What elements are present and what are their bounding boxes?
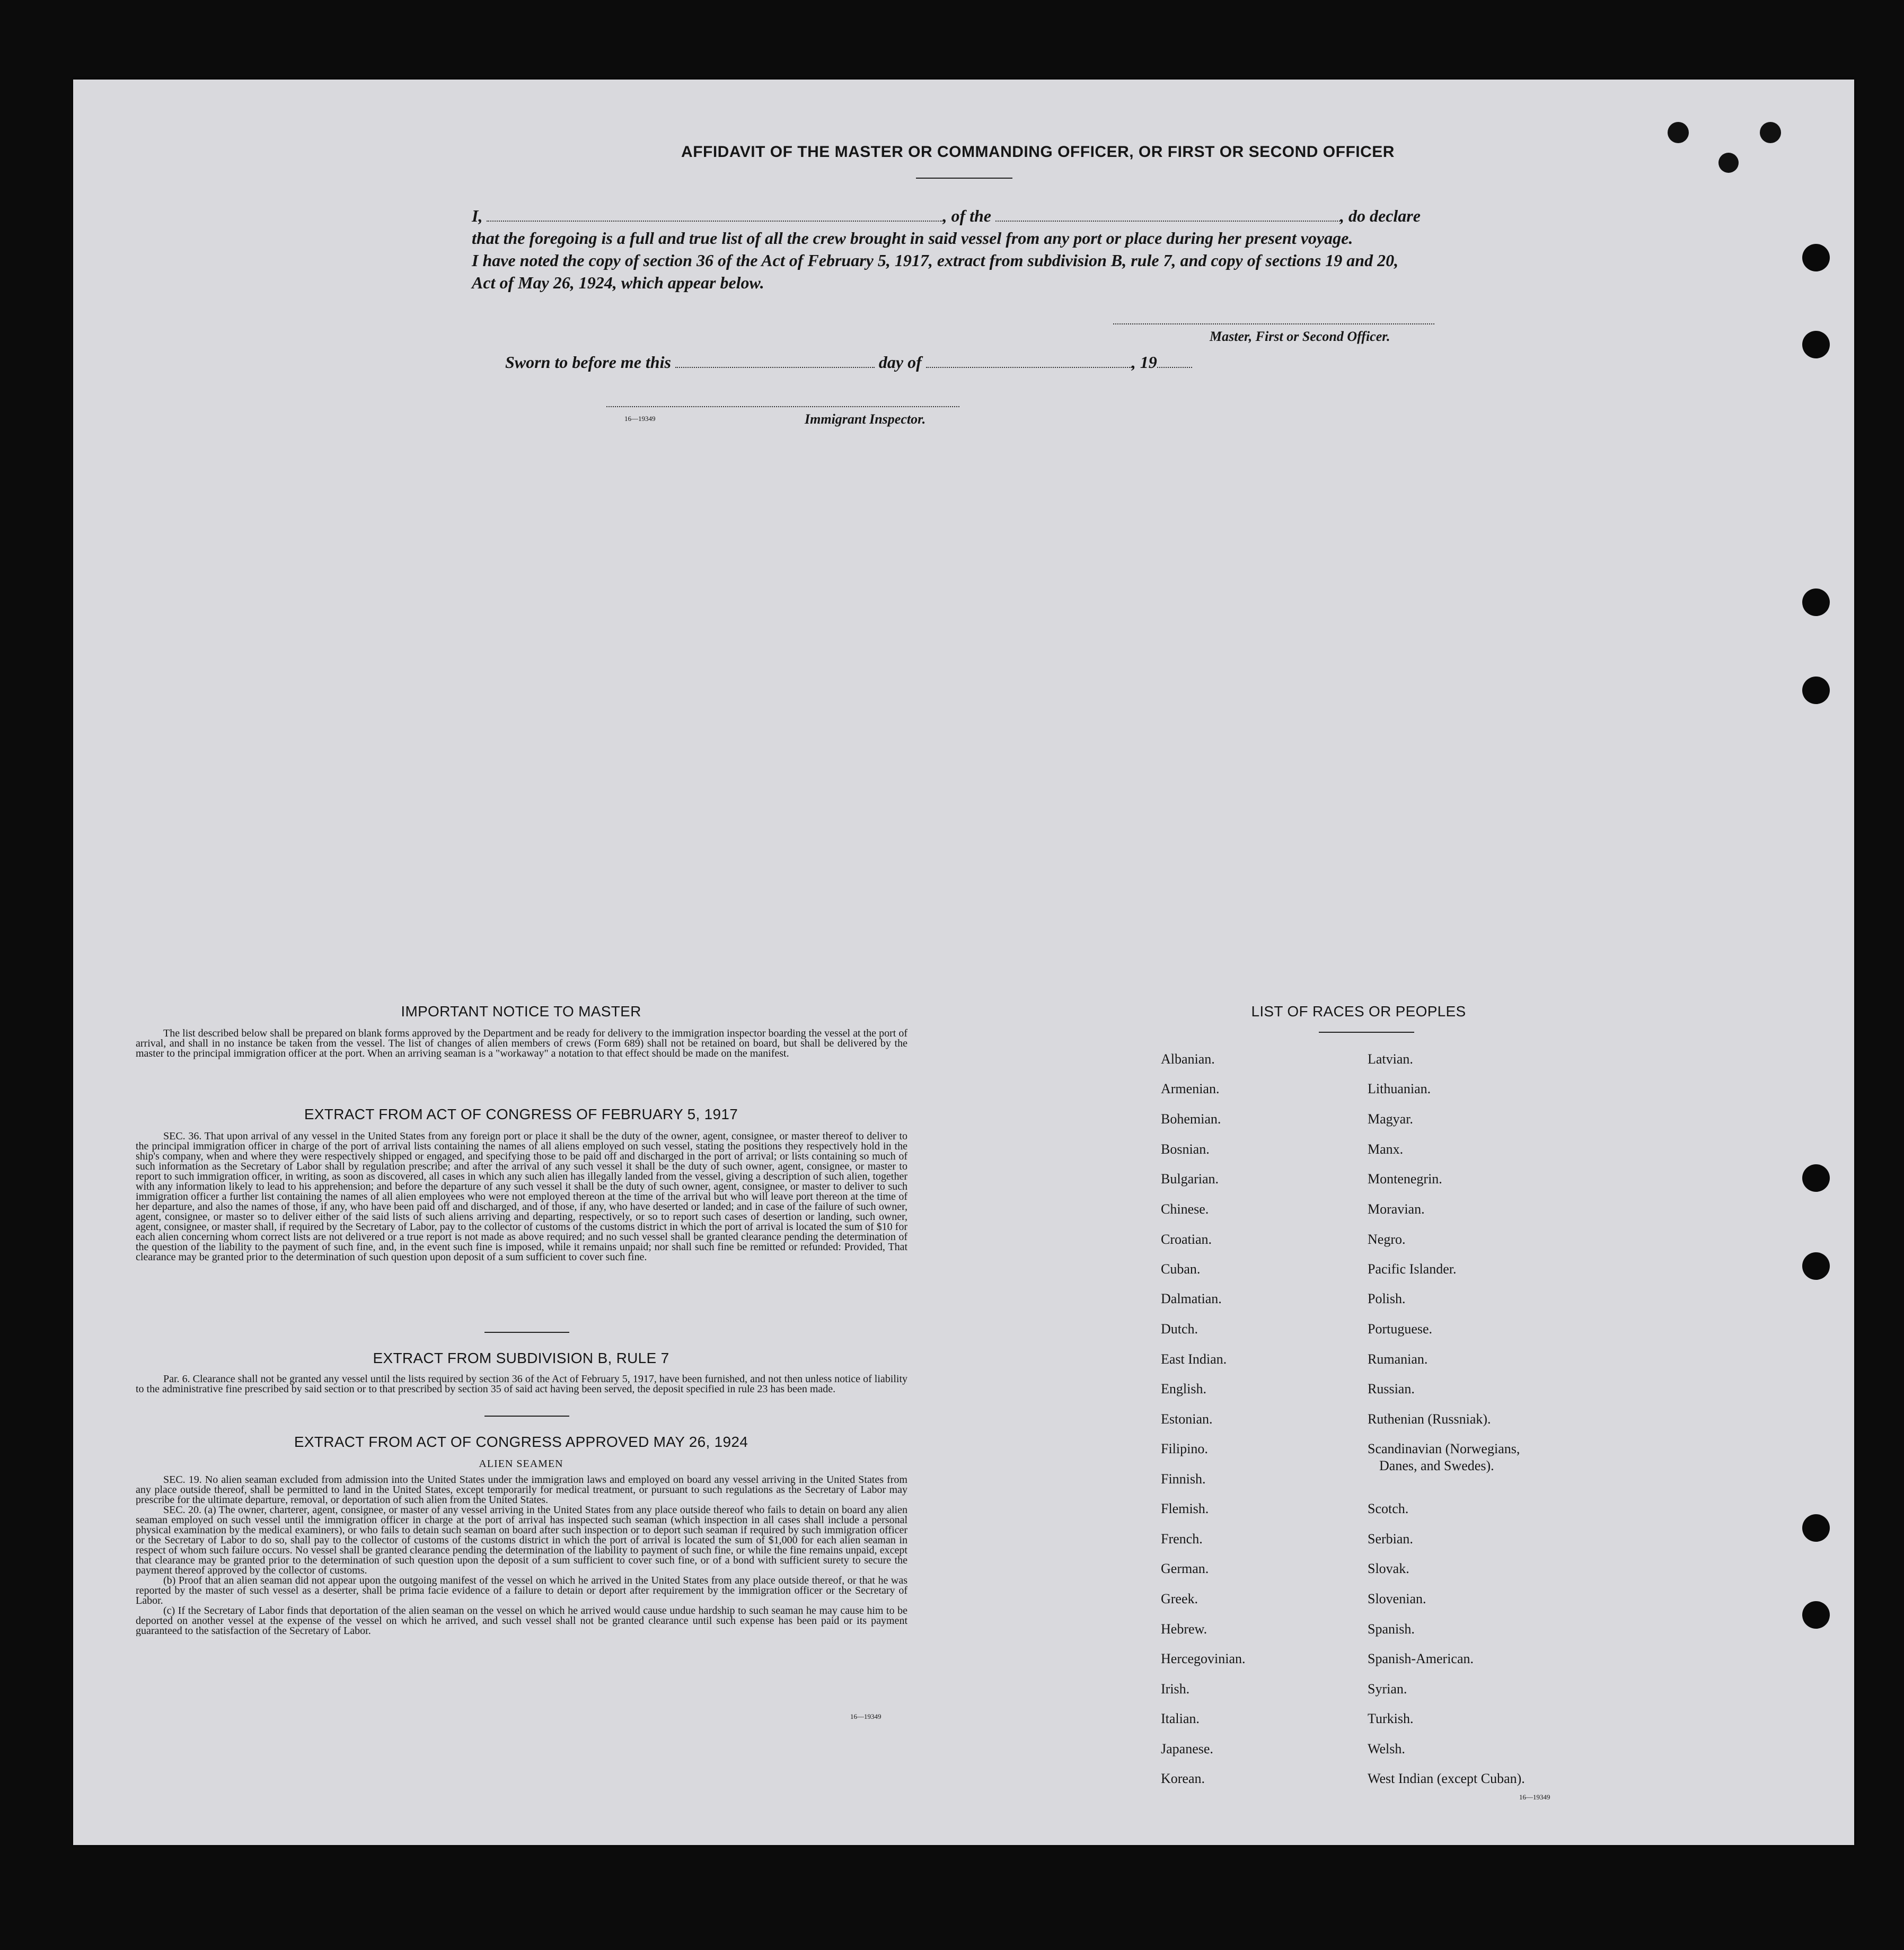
race-item: French. <box>1161 1531 1203 1547</box>
declarant-name-field[interactable] <box>487 221 942 222</box>
master-signature-field[interactable] <box>1113 323 1434 324</box>
race-item: Estonian. <box>1161 1411 1213 1427</box>
declarant-label: I, <box>472 206 483 225</box>
race-item: Japanese. <box>1161 1741 1213 1756</box>
ink-speck <box>1718 153 1739 173</box>
race-item: Irish. <box>1161 1681 1190 1697</box>
race-item: Dutch. <box>1161 1321 1198 1337</box>
sworn-line <box>505 351 1192 373</box>
races-title-rule <box>1319 1032 1414 1033</box>
race-item: Polish. <box>1368 1291 1406 1306</box>
sworn-label: Sworn to before me this <box>505 353 671 372</box>
race-item: Albanian. <box>1161 1051 1215 1067</box>
race-item: Croatian. <box>1161 1232 1212 1247</box>
ink-speck <box>1668 122 1689 143</box>
race-item: German. <box>1161 1561 1209 1576</box>
declare-text: , do declare <box>1340 206 1421 225</box>
race-item: Slovenian. <box>1368 1591 1426 1606</box>
race-item: Hebrew. <box>1161 1621 1207 1637</box>
race-item: Montenegrin. <box>1368 1171 1442 1187</box>
race-item: Italian. <box>1161 1711 1200 1726</box>
race-item: Manx. <box>1368 1141 1404 1157</box>
document-page <box>73 80 1854 1845</box>
binder-hole <box>1802 1514 1830 1542</box>
race-item: Moravian. <box>1368 1201 1425 1217</box>
binder-hole <box>1802 588 1830 616</box>
race-item: Magyar. <box>1368 1111 1413 1127</box>
race-item: Slovak. <box>1368 1561 1409 1576</box>
subdivision-b-title: EXTRACT FROM SUBDIVISION B, RULE 7 <box>373 1350 669 1366</box>
race-item: Negro. <box>1368 1232 1406 1247</box>
race-item: Lithuanian. <box>1368 1081 1431 1096</box>
race-item: Bulgarian. <box>1161 1171 1219 1187</box>
race-item: Filipino. <box>1161 1441 1208 1456</box>
race-item: Cuban. <box>1161 1261 1201 1277</box>
race-item: Korean. <box>1161 1771 1205 1786</box>
race-item: Spanish-American. <box>1368 1651 1474 1666</box>
ink-speck <box>1760 122 1781 143</box>
race-item: Bosnian. <box>1161 1141 1210 1157</box>
sec-20b-text: (b) Proof that an alien seaman did not appear upon the outgoing manifest of the vessel on which he arrived in the United States from any place outside thereof, or that he was reported by the master of such vessel as a deserter, shall be prima facie evidence of a failure to detain or deport after requirement by the immigration officer or the Secretary of Labor. <box>136 1576 907 1606</box>
race-item: Flemish. <box>1161 1501 1209 1516</box>
binder-hole <box>1802 1164 1830 1192</box>
race-item: Spanish. <box>1368 1621 1415 1637</box>
declaration-line-3: I have noted the copy of section 36 of the Act of February 5, 1917, extract from subdivision B, rule 7, and copy of sections 19 and 20, <box>472 251 1399 270</box>
race-item: Ruthenian (Russniak). <box>1368 1411 1491 1427</box>
sec-19-text: SEC. 19. No alien seaman excluded from admission into the United States under the immigration laws and employed on board any vessel arriving in the United States from any place outside thereof, shall be permitted to land in the United States, except temporarily for medical treatment, or pursuant to such regulations as the Secretary of Labor may prescribe for the ultimate departure, removal, or deportation of such alien from the United States. <box>136 1475 907 1505</box>
inspector-signature-field[interactable] <box>606 406 959 407</box>
section-rule <box>484 1416 569 1417</box>
title-rule <box>916 178 1012 179</box>
binder-hole <box>1802 677 1830 704</box>
race-item: Russian. <box>1368 1381 1415 1396</box>
sworn-day-field[interactable] <box>675 367 875 368</box>
extract-1924-body <box>136 1475 907 1682</box>
form-number: 16—19349 <box>624 415 656 423</box>
race-item: Welsh. <box>1368 1741 1405 1756</box>
sworn-year-field[interactable] <box>1157 367 1192 368</box>
race-item: Danes, and Swedes). <box>1379 1458 1494 1473</box>
race-item: Greek. <box>1161 1591 1198 1606</box>
notice-text: The list described below shall be prepared on blank forms approved by the Department and be ready for delivery to the immigration inspector boarding the vessel at the port of arrival, and shall in no instance be taken from the vessel. The list of changes of alien members of crews (Form 689) shall not be retained on board, but shall be delivered by the master to the principal immigration officer at the port. When an arriving seaman is a "workaway" a notation to that effect should be made on the manifest. <box>136 1029 907 1059</box>
vessel-name-field[interactable] <box>995 221 1340 222</box>
race-item: Dalmatian. <box>1161 1291 1222 1306</box>
alien-seamen-subtitle: ALIEN SEAMEN <box>479 1458 563 1470</box>
section-rule <box>484 1332 569 1333</box>
race-item: Latvian. <box>1368 1051 1413 1067</box>
race-item: Turkish. <box>1368 1711 1414 1726</box>
binder-hole <box>1802 1601 1830 1629</box>
race-item: Scotch. <box>1368 1501 1409 1516</box>
subdivision-b-text: Par. 6. Clearance shall not be granted any vessel until the lists required by section 36 of the Act of February 5, 1917, have been furnished, and not then unless notice of liability to the administrative fine prescribed by said section or to that prescribed by section 35 of said act having been served, the deposit specified in rule 23 has been made. <box>136 1374 907 1395</box>
declaration-line-1 <box>472 205 1421 227</box>
binder-hole <box>1802 244 1830 271</box>
race-item: Hercegovinian. <box>1161 1651 1246 1666</box>
race-item: Syrian. <box>1368 1681 1407 1697</box>
race-item: English. <box>1161 1381 1206 1396</box>
extract-1924-title: EXTRACT FROM ACT OF CONGRESS APPROVED MAY 26, 1924 <box>294 1434 748 1450</box>
year-label: , 19 <box>1131 353 1157 372</box>
race-item: East Indian. <box>1161 1351 1227 1367</box>
form-number: 16—19349 <box>850 1712 882 1720</box>
race-item: West Indian (except Cuban). <box>1368 1771 1525 1786</box>
sec-20c-text: (c) If the Secretary of Labor finds that deportation of the alien seaman on the vessel on which he arrived would cause undue hardship to such seaman he may cause him to be deported on another vessel at the expense of the vessel on which he arrived, and such vessel shall not be granted clearance until such expense has been paid or its payment guaranteed to the satisfaction of the Secretary of Labor. <box>136 1606 907 1636</box>
race-item: Finnish. <box>1161 1471 1206 1487</box>
declaration-line-4: Act of May 26, 1924, which appear below. <box>472 273 764 292</box>
affidavit-title: AFFIDAVIT OF THE MASTER OR COMMANDING OFFICER, OR FIRST OR SECOND OFFICER <box>681 143 1395 161</box>
extract-1917-text: SEC. 36. That upon arrival of any vessel in the United States from any foreign port or place it shall be the duty of the owner, agent, consignee, or master thereof to deliver to the principal immigration officer in charge of the port of arrival lists containing the names of all aliens employed on such vessel, stating the positions they respectively hold in the ship's company, when and where they were respectively shipped or engaged, and specifying those to be paid off and discharged in the port of arrival; or lists containing so much of such information as the Secretary of Labor shall by regulation prescribe; and after the arrival of any such vessel it shall be the duty of such owner, agent, consignee, or master to report to such immigration officer, in writing, as soon as discovered, all cases in which any such alien has illegally landed from the vessel, giving a description of such alien, together with any information likely to lead to his apprehension; and before the departure of any such vessel it shall be the duty of such owner, agent, consignee, or master to deliver to such immigration officer a further list containing the names of all alien employees who were not employed thereon at the time of the arrival but who will leave port thereon at the time of her departure, and also the names of those, if any, who have been paid off and discharged, and of those, if any, who have deserted or landed; and in case of the failure of such owner, agent, consignee, or master so to deliver either of the said lists of such aliens arriving and departing, respectively, or so to report such cases of desertion or landing, such owner, agent, consignee, or master shall, if required by the Secretary of Labor, pay to the collector of customs of the customs district in which the port of arrival is located the sum of $10 for each alien concerning whom correct lists are not delivered or a true report is not made as above required; and no such vessel shall be granted clearance pending the determination of the question of the liability to the payment of such fine, and, in the event such fine is imposed, while it remains unpaid; nor shall such fine be remitted or refunded: Provided, That clearance may be granted prior to the determination of such question upon deposit of a sum sufficient to cover such fine. <box>136 1131 907 1263</box>
sworn-month-field[interactable] <box>926 367 1132 368</box>
notice-title: IMPORTANT NOTICE TO MASTER <box>401 1003 641 1020</box>
form-number: 16—19349 <box>1519 1793 1550 1801</box>
race-item: Rumanian. <box>1368 1351 1428 1367</box>
declaration-line-2: that the foregoing is a full and true list of all the crew brought in said vessel from any port or place during her present voyage. <box>472 229 1353 248</box>
inspector-caption: Immigrant Inspector. <box>805 411 926 427</box>
race-item: Chinese. <box>1161 1201 1209 1217</box>
master-caption: Master, First or Second Officer. <box>1210 329 1390 344</box>
race-item: Portuguese. <box>1368 1321 1433 1337</box>
race-item: Armenian. <box>1161 1081 1220 1096</box>
races-title: LIST OF RACES OR PEOPLES <box>1251 1003 1466 1020</box>
day-of-label: day of <box>878 353 922 372</box>
binder-hole <box>1802 1252 1830 1280</box>
race-item: Pacific Islander. <box>1368 1261 1457 1277</box>
race-item: Scandinavian (Norwegians, <box>1368 1441 1520 1456</box>
race-item: Serbian. <box>1368 1531 1413 1547</box>
sec-20a-text: SEC. 20. (a) The owner, charterer, agent, consignee, or master of any vessel arriving in the United States from any place outside thereof who fails to detain on board any alien seaman employed on such vessel until the immigration officer in charge at the port of arrival has inspected such seaman (which inspection in all cases shall include a personal physical examination by the medical examiners), or who fails to detain such seaman on board after such inspection or to deport such seaman if required by such immigration officer or the Secretary of Labor to do so, shall pay to the collector of customs of the customs district in which the port of arrival is located the sum of $1,000 for each alien seaman in respect of whom such failure occurs. No vessel shall be granted clearance pending the determination of the liability to payment of such fine, or while the fine remains unpaid, except that clearance may be granted prior to the determination of such question upon the deposit of a sum sufficient to cover such fine, or of a bond with sufficient surety to secure the payment thereof approved by the collector of customs. <box>136 1505 907 1576</box>
extract-1917-title: EXTRACT FROM ACT OF CONGRESS OF FEBRUARY 5, 1917 <box>304 1106 738 1122</box>
binder-hole <box>1802 331 1830 358</box>
race-item: Bohemian. <box>1161 1111 1221 1127</box>
vessel-label: , of the <box>942 206 991 225</box>
